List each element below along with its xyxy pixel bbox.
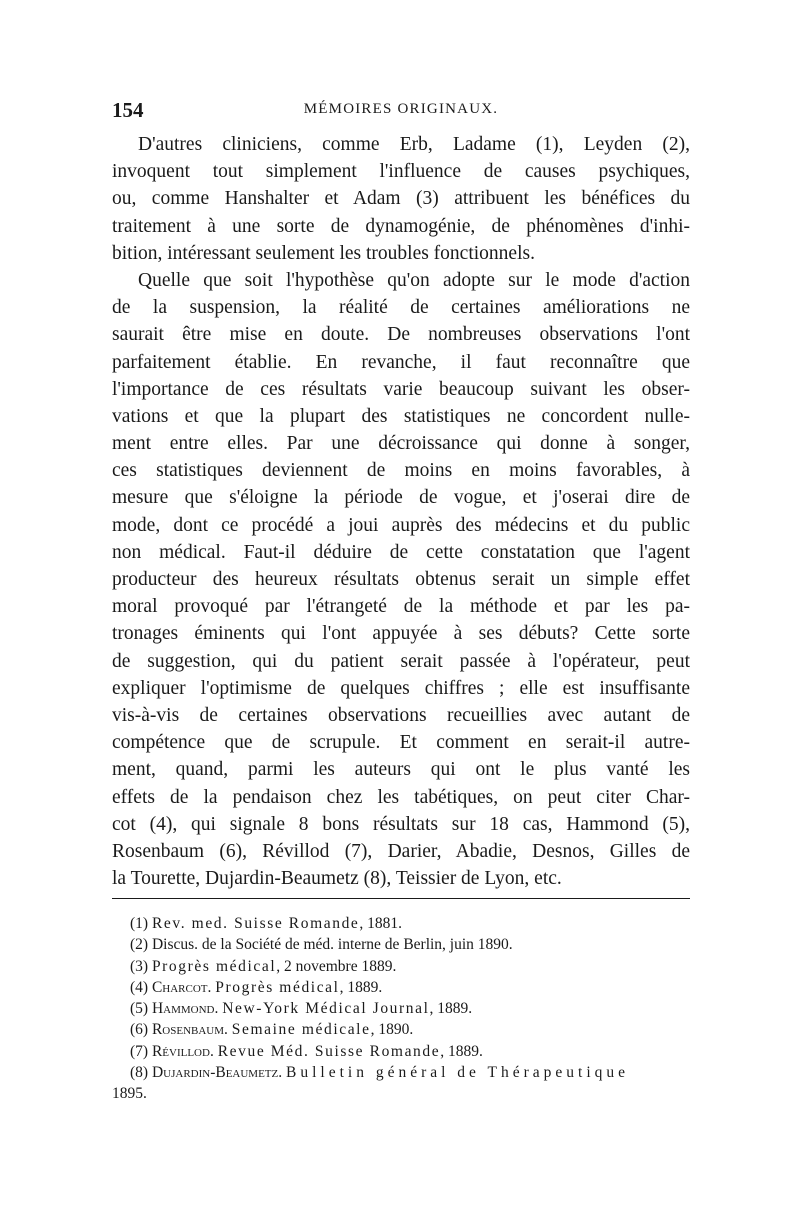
- footnote-title: Rev. med. Suisse Romande: [151, 915, 360, 932]
- footnote: [112, 934, 690, 955]
- text-line: vations et que la plupart des statistiques ne concordent nulle-: [112, 405, 690, 427]
- text-line: cot (4), qui signale 8 bons résultats sur 18 cas, Hammond (5),: [112, 813, 690, 835]
- text-line: tronages éminents qui l'ont appuyée à ses débuts? Cette sorte: [112, 623, 690, 645]
- text-line: parfaitement établie. En revanche, il faut reconnaître que: [112, 351, 690, 373]
- footnote-number: (5): [130, 1000, 149, 1018]
- text-line: l'importance de ces résultats varie beaucoup suivant les obser-: [112, 378, 690, 400]
- footnote: [112, 1019, 690, 1040]
- footnote-author: Révillod.: [151, 1042, 218, 1060]
- text-line: effets de la pendaison chez les tabétiques, on peut citer Char-: [112, 786, 690, 808]
- text-line: de suggestion, qui du patient serait passée à l'opérateur, peut: [112, 650, 690, 672]
- footnote: [112, 998, 690, 1019]
- running-title: MÉMOIRES ORIGINAUX.: [303, 101, 499, 117]
- footnote-rest: , 2 novembre 1889.: [276, 957, 397, 975]
- text-line: non médical. Faut-il déduire de cette constatation que l'agent: [112, 541, 690, 563]
- text-line: Quelle que soit l'hypothèse qu'on adopte sur le mode d'action: [138, 269, 690, 291]
- footnotes: [112, 913, 690, 1105]
- text-line: la Tourette, Dujardin-Beaumetz (8), Teissier de Lyon, etc.: [112, 868, 562, 890]
- text-line: ou, comme Hanshalter et Adam (3) attribuent les bénéfices du: [112, 188, 690, 210]
- text-line: mode, dont ce procédé a joui auprès des médecins et du public: [112, 514, 690, 536]
- text-line: producteur des heureux résultats obtenus serait un simple effet: [112, 569, 690, 590]
- text-line: moral provoqué par l'étrangeté de la méthode et par les pa-: [112, 596, 690, 618]
- footnote-rest: Discus. de la Société de méd. interne de Berlin, juin 1890.: [151, 936, 513, 954]
- text-line: mesure que s'éloigne la période de vogue, et j'oserai dire de: [112, 487, 690, 509]
- footnote-rest: , 1890.: [370, 1021, 414, 1039]
- footnote-continuation: 1895.: [112, 1085, 147, 1103]
- footnote-number: (4): [130, 978, 149, 996]
- footnote-title: Semaine médicale: [231, 1021, 371, 1039]
- footnote-divider: [112, 898, 690, 899]
- footnote-number: (7): [130, 1042, 149, 1060]
- text-line: D'autres cliniciens, comme Erb, Ladame (1), Leyden (2),: [138, 134, 690, 155]
- footnote: [112, 1041, 690, 1062]
- text-line: bition, intéressant seulement les troubles fonctionnels.: [112, 242, 535, 264]
- text-line: ment, quand, parmi les auteurs qui ont le plus vanté les: [112, 759, 690, 781]
- text-line: ment entre elles. Par une décroissance qui donne à songer,: [112, 433, 690, 455]
- footnote: [112, 1062, 690, 1083]
- footnote-rest: , 1889.: [339, 978, 383, 996]
- footnote-rest: , 1889.: [440, 1042, 483, 1060]
- footnote-rest: , 1881.: [359, 915, 403, 932]
- text-line: expliquer l'optimisme de quelques chiffres ; elle est insuffisante: [112, 677, 690, 699]
- footnote-number: (6): [130, 1021, 149, 1039]
- body-text: [112, 131, 690, 892]
- text-line: compétence que de scrupule. Et comment en serait-il autre-: [112, 732, 690, 754]
- footnote-author: Rosenbaum.: [151, 1021, 232, 1039]
- footnote-title: Bulletin général de Thérapeutique: [286, 1064, 630, 1082]
- footnote: [112, 977, 690, 998]
- footnote-rest: , 1889.: [429, 1000, 473, 1018]
- footnote-title: Progrès médical: [151, 957, 277, 975]
- footnote-title: Progrès médical: [215, 978, 340, 996]
- text-line: Rosenbaum (6), Révillod (7), Darier, Abadie, Desnos, Gilles de: [112, 840, 690, 862]
- text-line: de la suspension, la réalité de certaines améliorations ne: [112, 297, 690, 319]
- text-line: saurait être mise en doute. De nombreuses observations l'ont: [112, 324, 690, 346]
- footnote-number: (3): [130, 957, 149, 975]
- text-line: invoquent tout simplement l'influence de causes psychiques,: [112, 161, 690, 183]
- footnote: [112, 913, 690, 934]
- footnote-title: Revue Méd. Suisse Romande: [217, 1042, 441, 1060]
- text-line: vis-à-vis de certaines observations recueillies avec autant de: [112, 704, 690, 726]
- footnote: [112, 956, 690, 977]
- footnote-title: New-York Médical Journal: [222, 1000, 430, 1018]
- footnote-number: (1): [130, 915, 149, 932]
- page-number: 154: [112, 98, 144, 122]
- text-line: traitement à une sorte de dynamogénie, de phénomènes d'inhi-: [112, 215, 690, 237]
- text-line: ces statistiques deviennent de moins en moins favorables, à: [112, 460, 690, 482]
- footnote-number: (8): [130, 1064, 149, 1082]
- footnote-author: Charcot.: [151, 978, 216, 996]
- footnote-number: (2): [130, 936, 149, 954]
- page-header: [112, 98, 690, 126]
- footnote-author: Dujardin-Beaumetz.: [151, 1064, 286, 1082]
- footnote-author: Hammond.: [151, 1000, 223, 1018]
